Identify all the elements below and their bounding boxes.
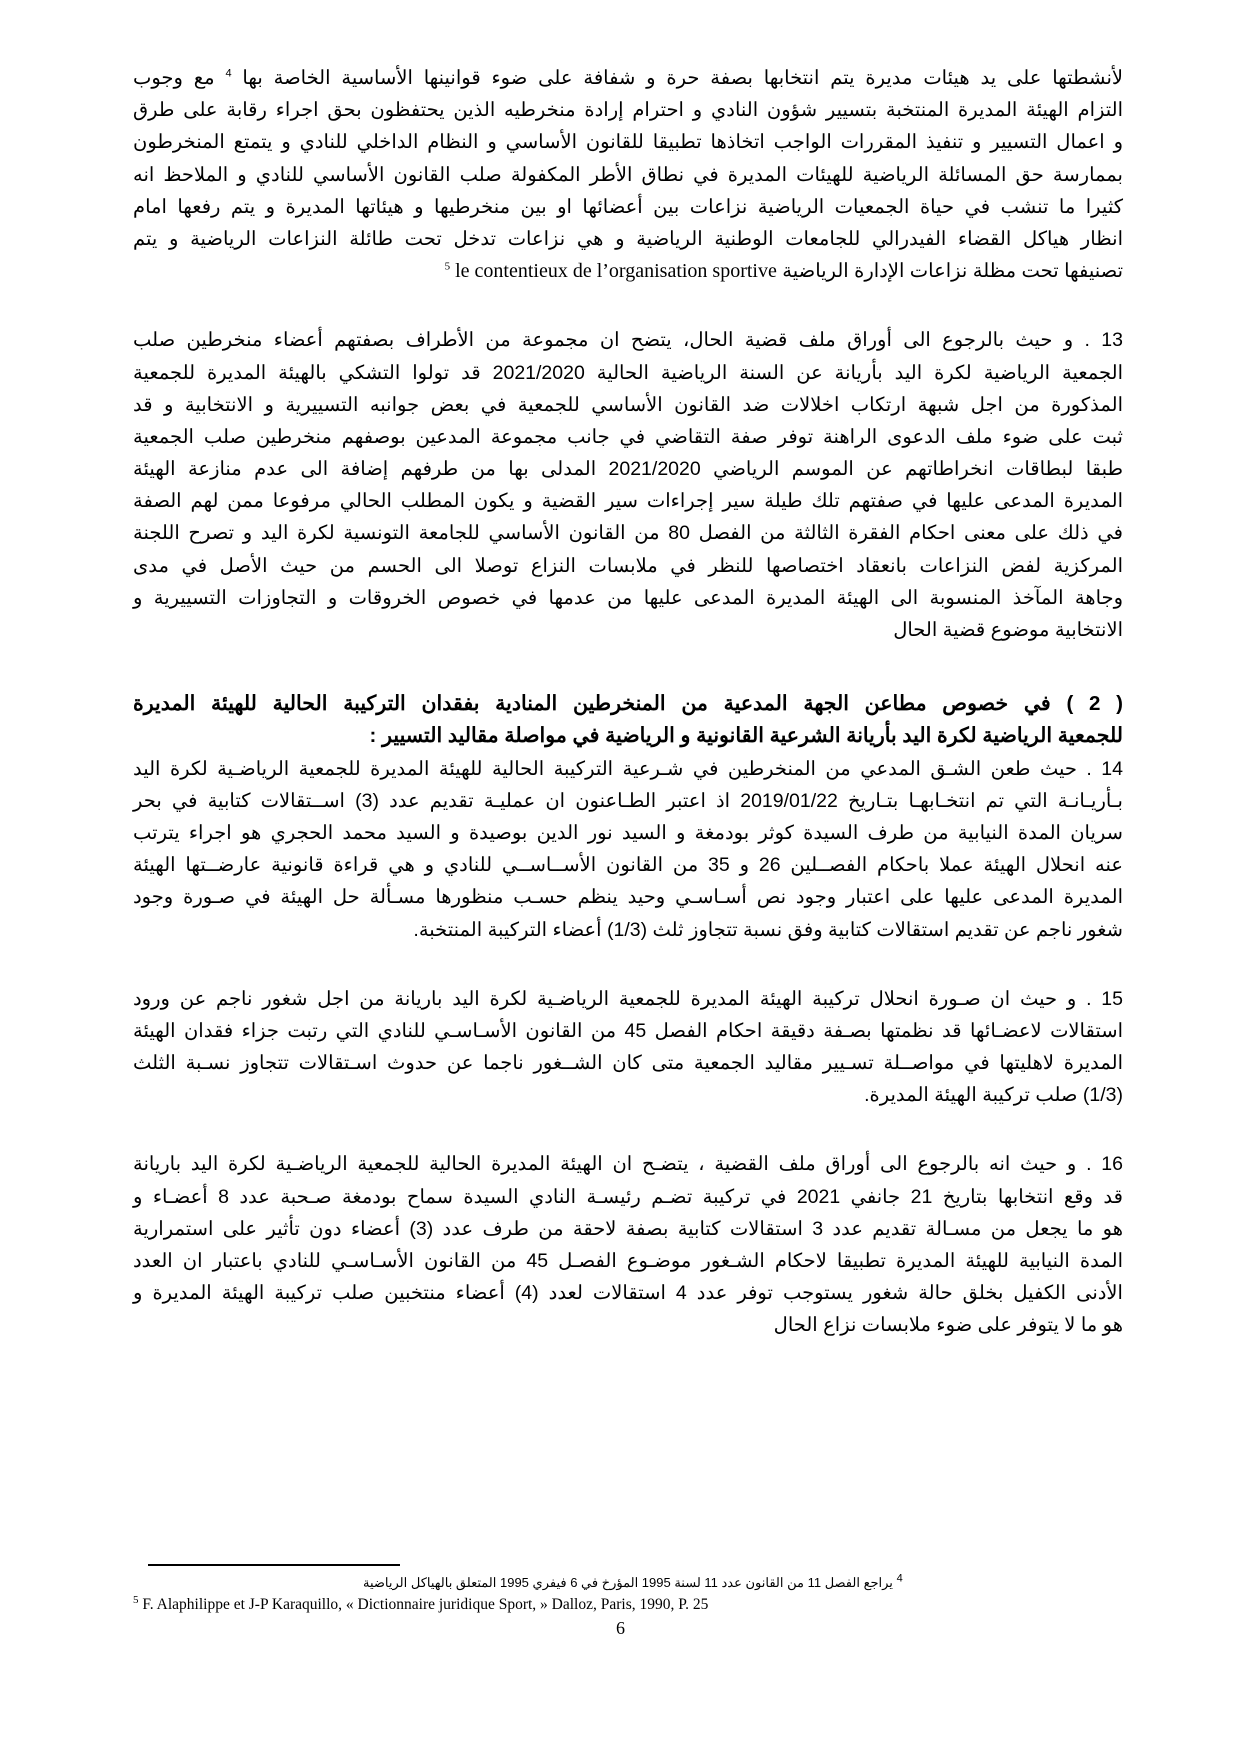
heading-line: ( 2 ) في خصوص مطاعن الجهة المدعية من المنخرطين المنادية بفقدان التركيبة الحالية للهيئة المديرة	[133, 692, 1123, 716]
text-line: هو ما يجعل من مسـالة تقديم عدد 3 استقالات كتابية بصفة لاحقة من طرف عدد (3) أعضاء دون تأثير على استمرارية	[133, 1217, 1124, 1240]
text-line: تصنيفها تحت مظلة نزاعات الإدارة الرياضية $^5$ le contentieux de l’organisation sportive	[444, 260, 1123, 283]
paragraph-gap	[133, 946, 1123, 983]
paragraph-13	[133, 324, 1123, 646]
text-line: 13 . و حيث بالرجوع الى أوراق ملف قضية الحال، يتضح ان مجموعة من الأطراف بصفتهم أعضاء منخرطين صلب	[133, 329, 1123, 352]
text-line: طبقا لبطاقات انخراطاتهم عن الموسم الرياضي 2021/2020 المدلى بها من طرفهم إضافة الى عدم منازعة الهيئة	[133, 458, 1123, 481]
text-line: بممارسة حق المسائلة الرياضية للهيئات المديرة في نطاق الأطر المكفولة صلب القانون الأساسي للنادي و الملاحظ انه	[133, 163, 1123, 186]
paragraph-15	[133, 983, 1123, 1112]
text-line: (1/3) صلب تركيبة الهيئة المديرة.	[864, 1084, 1123, 1107]
paragraph-gap	[133, 287, 1123, 324]
text-line: المديرة المدعى عليها في صفتهم تلك طيلة سير إجراءات سير القضية و يكون المطلب الحالي مرفوعا ممن لهم الصفة	[133, 490, 1123, 513]
text-line: ثبت على ضوء ملف الدعوى الراهنة توفر صفة التقاضي في جانب مجموعة المدعين بوصفهم منخرطين صلب الجمعية	[133, 425, 1123, 448]
section-heading	[133, 688, 1123, 752]
footnote-ref-5[interactable]: 5	[444, 260, 451, 273]
footnote-ref-4[interactable]: 4	[225, 67, 232, 80]
footnote-5	[133, 1594, 1123, 1616]
text-line: في ذلك على معنى احكام الفقرة الثالثة من الفصل 80 من القانون الأساسي للجامعة التونسية لكرة اليد و تصرح اللجنة	[133, 522, 1123, 545]
document-body	[133, 62, 1123, 1342]
text-line: استقالات لاعضـائها قد نظمتها بصـفة دقيقة احكام الفصل 45 من القانون الأسـاسـي للنادي التي رتبت جزاء فقدان الهيئة	[133, 1019, 1123, 1042]
text-line: المذكورة من اجل شبهة ارتكاب اخلالات ضد القانون الأساسي للجمعية في بعض جوانبه التسييرية و الانتخابية و قد	[133, 393, 1123, 416]
text-line: بـأريـانـة التي تم انتخـابهـا بتـاريخ 2019/01/22 اذ اعتبر الطـاعنون ان عمليـة تقديم عدد (3) اســتقالات كتابية في بحر	[133, 789, 1123, 812]
text-line: المركزية لفض النزاعات بانعقاد اختصاصها للنظر في ملابسات النزاع توصلا الى الحسم من حيث الأصل في مدى	[133, 554, 1123, 577]
paragraph-16	[133, 1148, 1123, 1341]
text-line: وجاهة المآخذ المنسوبة الى الهيئة المديرة المدعى عليها من عدمها في خصوص الخروقات و التجاوزات التسييرية و	[133, 586, 1123, 609]
text-line: المديرة لاهليتها في مواصــلة تسـيير مقاليد الجمعية متى كان الشــغور ناجما عن حدوث اسـتقالات تتجاوز نسـبة الثلث	[133, 1052, 1123, 1075]
footnote-number: 4	[896, 1572, 903, 1585]
text-line: سريان المدة النيابية من طرف السيدة كوثر بودمغة و السيد نور الدين بوصيدة و السيد محمد الحجري هو اجراء يترتب	[133, 821, 1123, 844]
text-line: المديرة المدعى عليها على اعتبار وجود نص أسـاسـي وحيد ينظم حسـب منظورها مسـألة حل الهيئة في صـورة وجود	[133, 886, 1123, 909]
text-line: قد وقع انتخابها بتاريخ 21 جانفي 2021 في تركيبة تضـم رئيسـة النادي السيدة سماح بودمغة صـحبة عدد 8 أعضـاء و	[133, 1185, 1123, 1208]
text-line: المدة النيابية للهيئة المديرة تطبيقا لاحكام الشـغور موضـوع الفصـل 45 من القانون الأسـاسـي للنادي باعتبار ان العدد	[133, 1250, 1123, 1272]
text-line: عنه انحلال الهيئة عملا باحكام الفصــلين 26 و 35 من القانون الأســاســي للنادي و هي قراءة قانونية عارضــتها الهيئة	[133, 854, 1123, 877]
page-number: 6	[616, 1618, 625, 1638]
text-line: 16 . و حيث انه بالرجوع الى أوراق ملف القضية ، يتضـح ان الهيئة المديرة الحالية للجمعية الرياضـية لكرة اليد باريانة	[133, 1153, 1123, 1176]
text-line: لأنشطتها على يد هيئات مديرة يتم انتخابها بصفة حرة و شفافة على ضوء قوانينها الأساسية الخاصة بها $^4$ مع وجوب	[133, 67, 1123, 89]
text-line: 14 . حيث طعن الشـق المدعي من المنخرطين في شـرعية التركيبة الحالية للهيئة المديرة للجمعية الرياضـية لكرة اليد	[133, 757, 1123, 780]
text-line: هو ما لا يتوفر على ضوء ملابسات نزاع الحال	[773, 1314, 1123, 1337]
intro-paragraph	[133, 62, 1123, 287]
paragraph-gap	[133, 1111, 1123, 1148]
text-line: كثيرا ما تنشب في حياة الجمعيات الرياضية نزاعات بين أعضائها او بين منخرطيها و هيئاتها المديرة و يتم رفعها امام	[133, 195, 1123, 218]
text-line: الجمعية الرياضية لكرة اليد بأريانة عن السنة الرياضية الحالية 2021/2020 قد تولوا التشكي بالهيئة المديرة للجمعية	[133, 361, 1123, 384]
text-line: شغور ناجم عن تقديم استقالات كتابية وفق نسبة تتجاوز ثلث (1/3) أعضاء التركيبة المنتخبة.	[413, 918, 1123, 941]
text-line: الانتخابية موضوع قضية الحال	[893, 619, 1123, 641]
heading-line: للجمعية الرياضية لكرة اليد بأريانة الشرعية القانونية و الرياضية في مواصلة مقاليد التسيير :	[369, 724, 1123, 748]
text-line: التزام الهيئة المديرة المنتخبة بتسيير شؤون النادي و احترام إرادة منخرطيه الذين يحتفظون بحق اجراء رقابة على طرق	[133, 99, 1123, 122]
text-line: و اعمال التسيير و تنفيذ المقررات الواجب اتخاذها تطبيقا للقانون الأساسي و النظام الداخلي للنادي و يتمتع المنخرطون	[133, 131, 1123, 154]
footnote-text: يراجع الفصل 11 من القانون عدد 11 لسنة 1995 المؤرخ في 6 فيفري 1995 المتعلق بالهياكل الرياضية	[363, 1575, 893, 1590]
footnote-number: 5	[133, 1593, 139, 1606]
footnote-separator	[148, 1564, 400, 1566]
text-line: انظار هياكل القضاء الفيدرالي للجامعات الوطنية الرياضية و هي نزاعات تدخل تحت طائلة النزاعات الرياضية و يتم	[133, 227, 1123, 250]
latin-phrase: $^5$ le contentieux de l’organisation sportive	[444, 260, 777, 283]
paragraph-gap	[133, 646, 1123, 688]
footnotes	[133, 1572, 1123, 1616]
footnote-text: F. Alaphilippe et J-P Karaquillo, « Dictionnaire juridique Sport, » Dalloz, Paris, 1990, P. 25	[142, 1596, 709, 1613]
text-line: 15 . و حيث ان صـورة انحلال تركيبة الهيئة المديرة للجمعية الرياضـية لكرة اليد باريانة من اجل شغور ناجم عن ورود	[133, 987, 1123, 1010]
footnote-4	[133, 1572, 1123, 1594]
paragraph-14	[133, 753, 1123, 946]
text-line: الأدنى الكفيل بخلق حالة شغور يستوجب توفر عدد 4 استقالات لعدد (4) أعضاء منتخبين صلب تركيبة الهيئة المديرة و	[133, 1282, 1123, 1305]
